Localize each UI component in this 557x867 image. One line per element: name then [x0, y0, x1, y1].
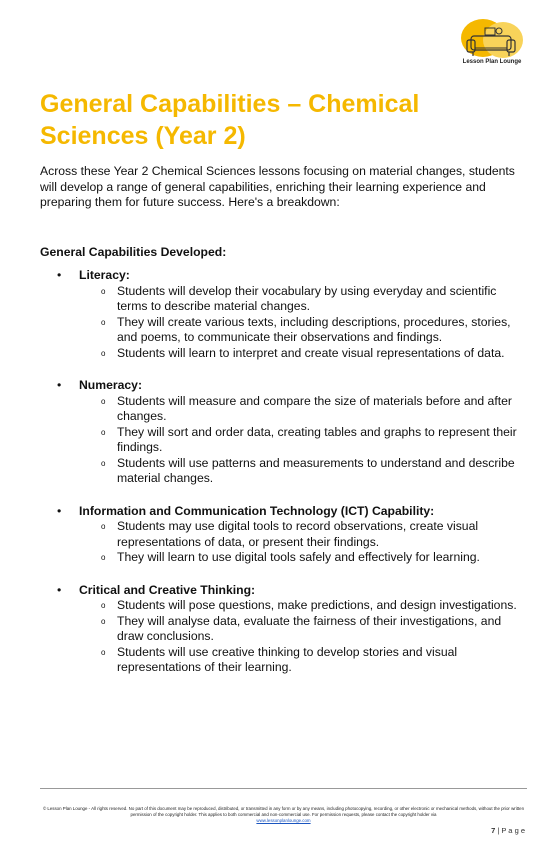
sub-bullet-icon: o [101, 522, 106, 531]
capability-points [57, 284, 527, 362]
capability-points [57, 394, 527, 487]
sub-bullet-icon: o [101, 348, 106, 358]
sub-bullet-icon: o [101, 286, 106, 296]
capability-point [101, 550, 527, 566]
footer-copyright [40, 806, 527, 824]
capability-point [101, 393, 527, 425]
capability-point [101, 314, 527, 346]
capability-item [57, 268, 527, 361]
capability-point [101, 519, 527, 550]
website-link[interactable]: www.lessonplanlounge.com [256, 818, 311, 823]
copyright-text: © Lesson Plan Lounge - All rights reserved. No part of this document may be reproduced, distributed, or transmitted in any form or by any means, including photocopying, recording, or other electronic or mechanical methods, without the prior written permission of the copyright holder. This applies to both commercial and non-commercial use. For permission requests, please contact the copyright holder via [42, 806, 525, 817]
page-title: General Capabilities – Chemical Sciences (Year 2) [40, 90, 420, 150]
capability-label: Numeracy: [79, 378, 142, 392]
capability-point [101, 345, 527, 362]
capability-point [101, 644, 527, 676]
capability-point [101, 283, 527, 315]
capability-point [101, 598, 527, 614]
capability-point-text: Students will pose questions, make predictions, and design investigations. [117, 598, 517, 612]
capability-point-text: They will analyse data, evaluate the fairness of their investigations, and draw conclusions. [117, 613, 502, 643]
capability-point-text: They will learn to use digital tools safely and effectively for learning. [117, 550, 480, 564]
capability-points [57, 519, 527, 566]
page-number-value: 7 [491, 826, 496, 835]
section-heading: General Capabilities Developed: [40, 245, 227, 259]
page-number [491, 826, 525, 835]
capability-point-text: Students will measure and compare the size of materials before and after changes. [117, 393, 512, 423]
bullet-icon: • [57, 268, 62, 282]
intro-paragraph: Across these Year 2 Chemical Sciences lessons focusing on material changes, students will develop a range of general capabilities, enriching their learning experience and preparing them for future success. Here's a breakdown: [40, 164, 515, 209]
capability-point [101, 613, 527, 645]
page-label: | P a g e [497, 826, 525, 835]
capabilities-list [57, 268, 527, 693]
sub-bullet-icon: o [101, 553, 106, 562]
footer-divider [40, 788, 527, 789]
capability-label: Information and Communication Technology (ICT) Capability: [79, 503, 435, 518]
bullet-icon: • [57, 503, 62, 518]
capability-point [101, 424, 527, 456]
sub-bullet-icon: o [101, 601, 106, 610]
capability-point-text: Students will use patterns and measurements to understand and describe material changes. [117, 455, 515, 485]
sub-bullet-icon: o [101, 647, 106, 657]
capability-point [101, 455, 527, 487]
capability-item [57, 583, 527, 676]
sub-bullet-icon: o [101, 458, 106, 468]
sub-bullet-icon: o [101, 317, 106, 327]
sub-bullet-icon: o [101, 396, 106, 406]
capability-point-text: Students will learn to interpret and create visual representations of data. [117, 345, 505, 360]
bullet-icon: • [57, 582, 62, 597]
capability-label: Critical and Creative Thinking: [79, 582, 256, 597]
capability-point-text: Students will develop their vocabulary by using everyday and scientific terms to describe material changes. [117, 283, 497, 313]
sub-bullet-icon: o [101, 616, 106, 626]
capability-item [57, 504, 527, 566]
capability-item [57, 378, 527, 487]
logo-text: Lesson Plan Lounge [462, 59, 522, 65]
capability-point-text: They will create various texts, including descriptions, procedures, stories, and poems, to communicate their observations and findings. [117, 314, 511, 344]
capability-points [57, 598, 527, 676]
capability-point-text: Students may use digital tools to record observations, create visual representations of data, or present their findings. [117, 519, 479, 549]
capability-point-text: They will sort and order data, creating tables and graphs to represent their findings. [117, 424, 517, 454]
sub-bullet-icon: o [101, 427, 106, 437]
capability-label: Literacy: [79, 268, 130, 282]
bullet-icon: • [57, 378, 62, 392]
capability-point-text: Students will use creative thinking to develop stories and visual representations of their learning. [117, 644, 458, 674]
